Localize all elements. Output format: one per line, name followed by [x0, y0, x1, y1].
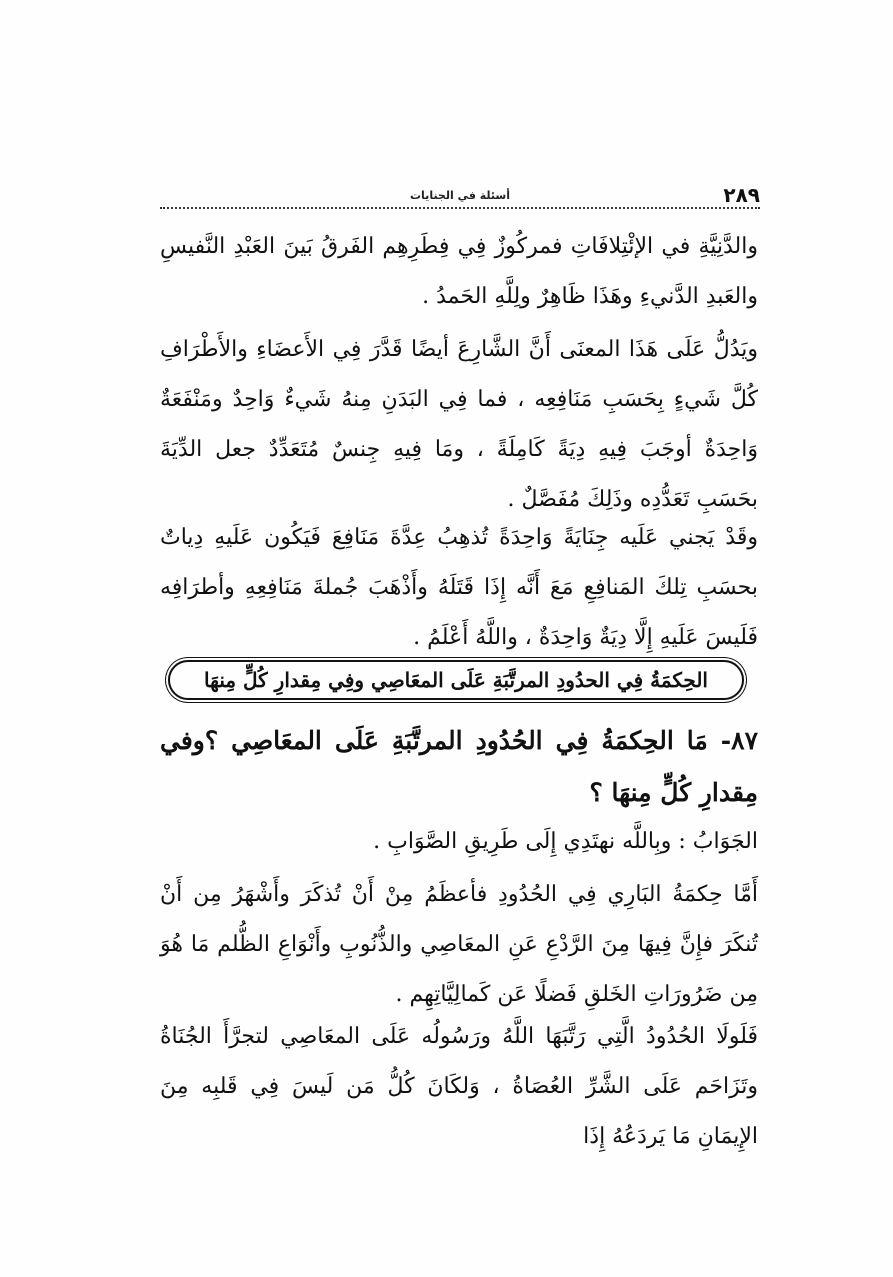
answer-intro: الجَوَابُ : وبِاللَّه نهتَدِي إِلَى طَرِيقِ الصَّوَابِ .: [373, 829, 758, 854]
running-title: أسئلة في الجنايات: [410, 189, 510, 202]
question-87: ٨٧- مَا الحِكمَةُ فِي الحُدُودِ المرتَّبَةِ عَلَى المعَاصِي ؟وفي مِقدارِ كُلٍّ مِنهَا ؟: [160, 726, 758, 807]
paragraph-1: والدَّنِيَّةِ في الإئْتِلافَاتِ فمركُوزٌ فِي فِطَرِهِم الفَرقُ بَينَ العَبْدِ النَّفيسِ والعَبدِ الدَّنيءِ وهَذَا ظَاهِرٌ ولِلَّهِ الحَمدُ .: [160, 234, 758, 309]
section-heading: الحِكمَةُ فِي الحدُودِ المرتَّبَةِ عَلَى المعَاصِي وفِي مِقدارِ كُلٍّ مِنهَا: [204, 668, 708, 692]
paragraph-6: فَلَولَا الحُدُودُ الَّتِي رَتَّبَهَا اللَّهُ ورَسُولُه عَلَى المعَاصِي لتجرَّأَ الجُنَاةُ وتَزَاحَم عَلَى الشَّرِّ العُصَاةُ ، وَلكَانَ كُلُّ مَن لَيسَ فِي قَلبِه مِنَ الإِيمَانِ مَا يَردَعُهُ إِذَا: [160, 1024, 758, 1149]
paragraph-5: أَمَّا حِكمَةُ البَارِي فِي الحُدُودِ فأعظَمُ مِنْ أَنْ تُذكَرَ وأَشْهَرُ مِن أَنْ تُنكَرَ فإِنَّ فِيهَا مِنَ الرَّدْعِ عَنِ المعَاصِي والذُّنُوبِ وأَنْوَاعِ الظُّلم مَا هُوَ مِن ضَرُورَاتِ الخَلقِ فَضلًا عَن كَمالِيَّاتِهِم .: [160, 882, 758, 1007]
page-number: ٢٨٩: [723, 183, 760, 207]
paragraph-3: وقَدْ يَجني عَلَيه جِنَايَةً وَاحِدَةً تُذهِبُ عِدَّةَ مَنَافِعَ فَيَكُون عَلَيهِ دِياتٌ بحسَبِ تِلكَ المَنافِعِ مَعَ أَنَّه إِذَا قَتَلَهُ وأَذْهَبَ جُملةَ مَنَافِعِهِ وأطرَافِه فَلَيسَ عَلَيهِ إِلَّا دِيَةٌ وَاحِدَةٌ ، واللَّهُ أَعْلَمُ .: [160, 525, 758, 650]
section-heading-box: [168, 660, 744, 700]
page-header: [160, 183, 760, 209]
header-divider: [160, 207, 760, 209]
paragraph-2: ويَدُلُّ عَلَى هَذَا المعنَى أَنَّ الشَّارِعَ أيضًا قَدَّرَ فِي الأَعضَاءِ والأَطْرَافِ كُلَّ شَيءٍ بِحَسَبِ مَنَافِعِه ، فما فِي البَدَنِ مِنهُ شَيءٌ وَاحِدٌ ومَنْفَعَةٌ وَاحِدَةٌ أوجَبَ فِيهِ دِيَةً كَامِلَةً ، ومَا فِيهِ جِنسٌ مُتَعَدِّدٌ جعل الدِّيَةَ بحَسَبِ تَعَدُّدِه وذَلِكَ مُفَصَّلٌ .: [160, 337, 758, 512]
